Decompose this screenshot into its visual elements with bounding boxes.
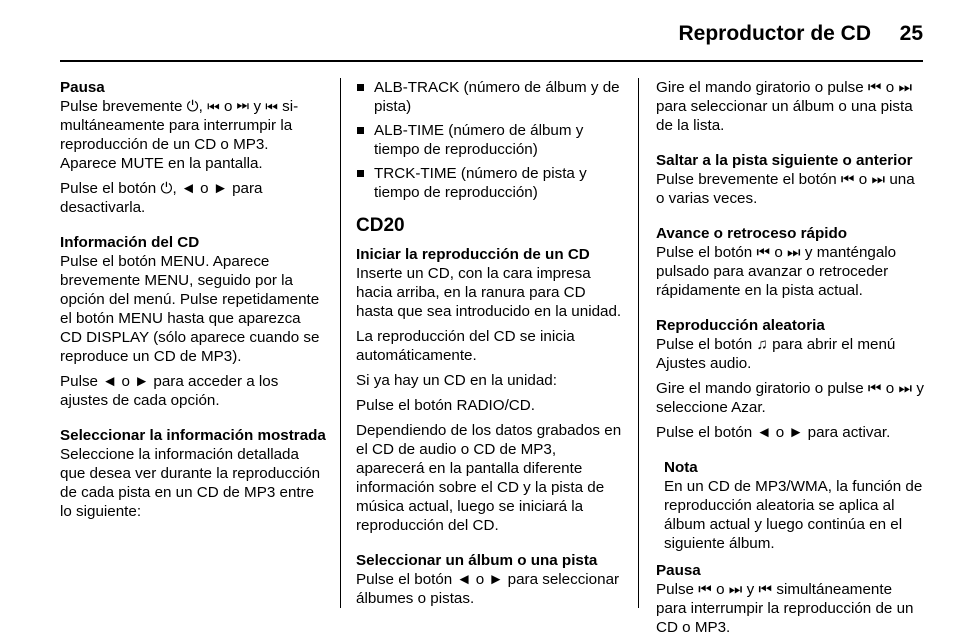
paragraph: Si ya hay un CD en la unidad:: [356, 372, 557, 389]
note-box: [656, 458, 924, 553]
paragraph: Pulse el botón ⏻, ◄ o ► para desactivarla.: [60, 180, 263, 216]
bullet-icon: [357, 84, 364, 91]
paragraph: Gire el mando giratorio o pulse ⏮ o ⏭ y seleccione Azar.: [656, 380, 924, 416]
section-heading: Información del CD: [60, 234, 200, 251]
paragraph: Pulse ⏮ o ⏭ y ⏮ simultáneamente para interrumpir la reproducción de un CD o MP3.: [656, 581, 914, 636]
paragraph: Pulse brevemente el botón ⏮ o ⏭ una o varias veces.: [656, 171, 915, 207]
paragraph: Dependiendo de los datos grabados en el CD de audio o CD de MP3, aparecerá en la pantalla diferente información sobre el CD y la pista de música actual, luego se iniciará la reproducción del CD.: [356, 422, 622, 534]
paragraph: La reproducción del CD se inicia automáticamente.: [356, 328, 575, 364]
note-heading: Nota: [664, 459, 698, 476]
column-right: [656, 78, 924, 643]
paragraph: Pulse el botón ♫ para abrir el menú Ajustes audio.: [656, 336, 896, 372]
section-heading: Seleccionar un álbum o una pista: [356, 552, 598, 569]
section-heading: Avance o retroceso rápido: [656, 225, 848, 242]
paragraph: Gire el mando giratorio o pulse ⏮ o ⏭ para seleccionar un álbum o una pista de la lista.: [656, 79, 913, 134]
column-middle: [356, 78, 624, 624]
page-title: Reproductor de CD: [678, 22, 871, 45]
paragraph: Pulse el botón ◄ o ► para seleccionar álbumes o pistas.: [356, 571, 620, 607]
chapter-heading: CD20: [356, 215, 405, 236]
section-heading: Pausa: [60, 79, 105, 96]
page-header: [60, 18, 923, 62]
paragraph: Pulse el botón ◄ o ► para activar.: [656, 424, 891, 441]
paragraph: Pulse el botón RADIO/CD.: [356, 397, 535, 414]
section-heading: Iniciar la reproducción de un CD: [356, 246, 590, 263]
column-divider: [340, 78, 341, 608]
column-left: [60, 78, 326, 537]
paragraph: Inserte un CD, con la cara impresa hacia arriba, en la ranura para CD hasta que sea introducido en la unidad.: [356, 265, 622, 320]
paragraph: Seleccione la información detallada que desea ver durante la reproducción de cada pista en un CD de MP3 entre lo siguiente:: [60, 446, 321, 520]
paragraph: Pulse el botón MENU. Aparece brevemente MENU, seguido por la opción del menú. Pulse repetidamente el botón MENU hasta que aparezca CD DISPLAY (sólo aparece cuando se reproduce un CD de MP3).: [60, 253, 320, 365]
bullet-icon: [357, 127, 364, 134]
section-heading: Saltar a la pista siguiente o anterior: [656, 152, 913, 169]
section-heading: Seleccionar la información mostrada: [60, 427, 326, 444]
list-item: ALB-TRACK (número de álbum y de pista): [356, 78, 624, 116]
list-item: ALB-TIME (número de álbum y tiempo de reproducción): [356, 121, 624, 159]
paragraph: Pulse el botón ⏮ o ⏭ y manténgalo pulsado para avanzar o retroceder rápidamente en la pista actual.: [656, 244, 897, 299]
bullet-icon: [357, 170, 364, 177]
paragraph: Pulse brevemente ⏻, ⏮ o ⏭ y ⏮ si-multáneamente para interrumpir la reproducción de un CD o MP3. Aparece MUTE en la pantalla.: [60, 98, 299, 172]
list-item: TRCK-TIME (número de pista y tiempo de reproducción): [356, 164, 624, 202]
column-divider: [638, 78, 639, 608]
section-heading: Pausa: [656, 562, 701, 579]
page-number: 25: [899, 22, 923, 45]
section-heading: Reproducción aleatoria: [656, 317, 825, 334]
paragraph: En un CD de MP3/WMA, la función de reproducción aleatoria se aplica al álbum actual y luego continúa en el siguiente álbum.: [664, 478, 923, 552]
paragraph: Pulse ◄ o ► para acceder a los ajustes de cada opción.: [60, 373, 279, 409]
